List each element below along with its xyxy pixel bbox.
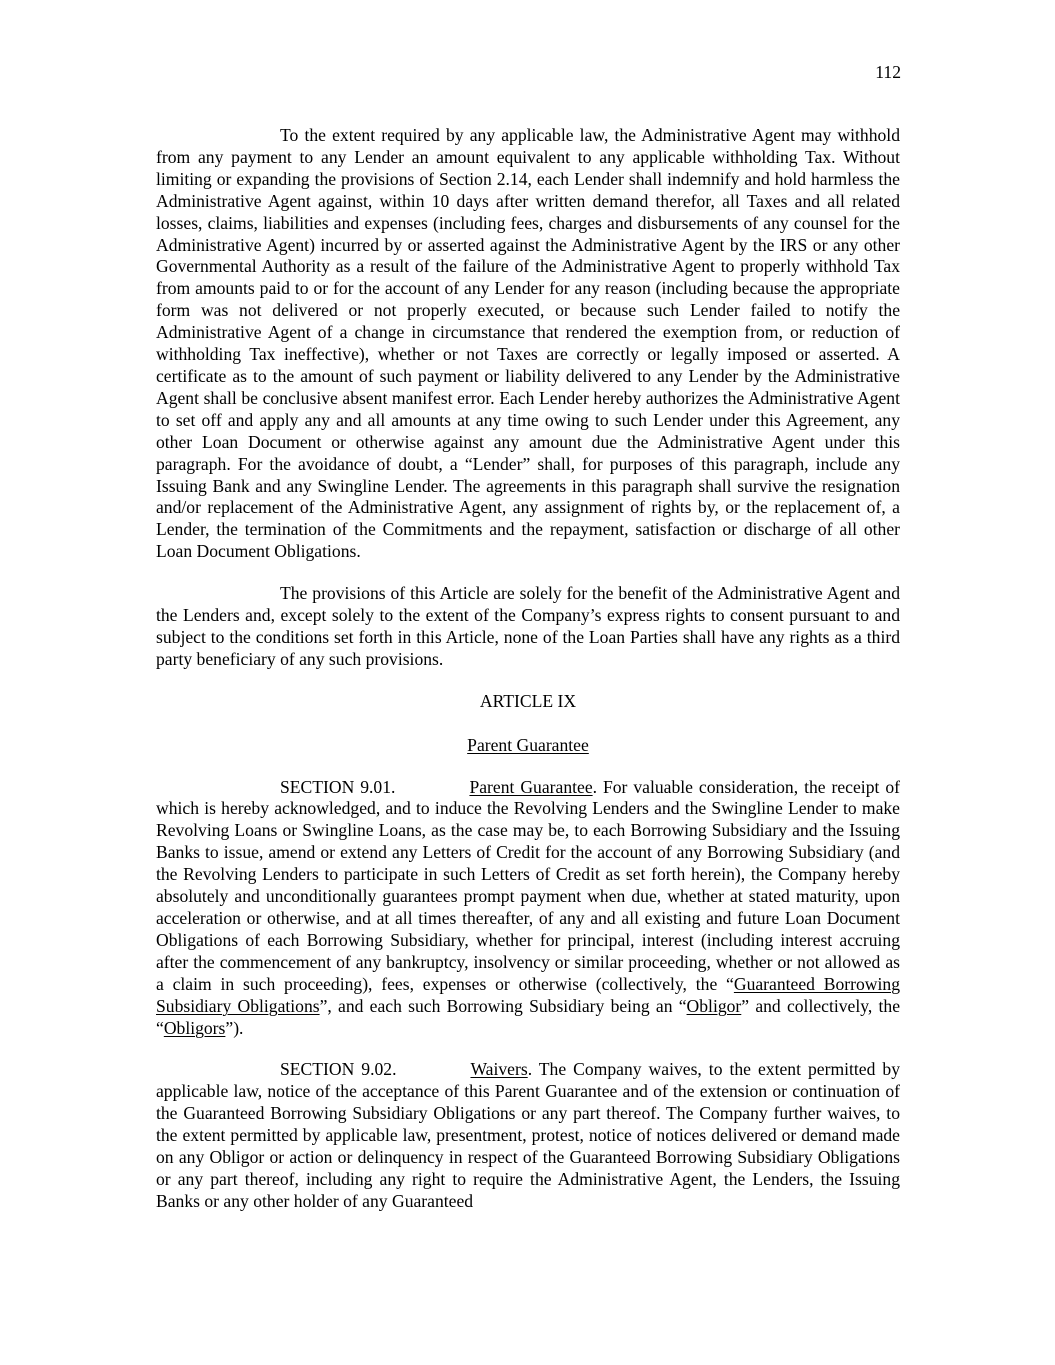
section-9-02-heading: Waivers bbox=[470, 1059, 528, 1080]
section-9-01-text-a: . For valuable consideration, the receipt of which is hereby acknowledged, and to induce the Revolving Lenders and the Swingline Lender to make Revolving Loans or Swingline Loans, as the case may be, to each Borrowing Subsidiary and the Issuing Banks to issue, amend or extend any Letters of Credit for the account of any Borrowing Subsidiary (and the Revolving Lenders to participate in such Letters of Credit as set forth herein), the Company hereby absolutely and unconditionally guarantees prompt payment when due, whether at stated maturity, upon acceleration or otherwise, and at all times thereafter, of any and all existing and future Loan Document Obligations of each Borrowing Subsidiary, whether for principal, interest (including interest accruing after the commencement of any bankruptcy, insolvency or similar proceeding, whether or not allowed as a claim in such proceeding), fees, expenses or otherwise (collectively, the “ bbox=[156, 776, 900, 994]
section-9-01 bbox=[156, 777, 900, 1040]
section-9-01-number: SECTION 9.01. bbox=[280, 776, 396, 797]
article-heading: ARTICLE IX bbox=[479, 690, 577, 711]
section-9-02-number: SECTION 9.02. bbox=[280, 1059, 397, 1080]
defined-term-obligor: Obligor bbox=[686, 995, 742, 1016]
section-9-02 bbox=[156, 1059, 900, 1212]
article-title-text: Parent Guarantee bbox=[467, 734, 589, 755]
section-9-01-text-b: ”, and each such Borrowing Subsidiary being an “ bbox=[319, 995, 687, 1016]
section-9-01-text-d: ”). bbox=[225, 1017, 244, 1038]
page-number: 112 bbox=[875, 62, 901, 82]
defined-term-obligors: Obligors bbox=[163, 1017, 226, 1038]
section-9-01-heading: Parent Guarantee bbox=[469, 776, 593, 797]
paragraph-third-party-beneficiary: The provisions of this Article are solely for the benefit of the Administrative Agent and the Lenders and, except solely to the extent of the Company’s express rights to consent pursuant to and subject to the conditions set forth in this Article, none of the Loan Parties shall have any rights as a third party beneficiary of any such provisions. bbox=[156, 583, 900, 669]
defined-term-guaranteed-obligations: Guaranteed Borrowing Subsidiary Obligations bbox=[156, 973, 900, 1016]
document-body bbox=[156, 125, 900, 1213]
article-title bbox=[156, 735, 900, 757]
section-9-01-text-c: ” and collectively, the “ bbox=[156, 995, 901, 1038]
paragraph-withholding-indemnity: To the extent required by any applicable law, the Administrative Agent may withhold from any payment to any Lender an amount equivalent to any applicable withholding Tax. Without limiting or expanding the provisions of Section 2.14, each Lender shall indemnify and hold harmless the Administrative Agent against, within 10 days after written demand therefor, all Taxes and all related losses, claims, liabilities and expenses (including fees, charges and disbursements of any counsel for the Administrative Agent) incurred by or asserted against the Administrative Agent by the IRS or any other Governmental Authority as a result of the failure of the Administrative Agent to properly withhold Tax from amounts paid to or for the account of any Lender for any reason (including because the appropriate form was not delivered or not properly executed, or because such Lender failed to notify the Administrative Agent of a change in circumstance that rendered the exemption from, or reduction of withholding Tax ineffective), whether or not Taxes are correctly or legally imposed or asserted. A certificate as to the amount of such payment or liability delivered to any Lender by the Administrative Agent shall be conclusive absent manifest error. Each Lender hereby authorizes the Administrative Agent to set off and apply any and all amounts at any time owing to such Lender under this Agreement, any other Loan Document or otherwise against any amount due the Administrative Agent under this paragraph. For the avoidance of doubt, a “Lender” shall, for purposes of this paragraph, include any Issuing Bank and any Swingline Lender. The agreements in this paragraph shall survive the resignation and/or replacement of the Administrative Agent, any assignment of rights by, or the replacement of, a Lender, the termination of the Commitments and the repayment, satisfaction or discharge of all other Loan Document Obligations. bbox=[156, 125, 900, 562]
section-9-02-text: . The Company waives, to the extent permitted by applicable law, notice of the acceptance of this Parent Guarantee and of the extension or continuation of the Guaranteed Borrowing Subsidiary Obligations or any part thereof. The Company further waives, to the extent permitted by applicable law, presentment, protest, notice of notices delivered or demand made on any Obligor or action or delinquency in respect of the Guaranteed Borrowing Subsidiary Obligations or any part thereof, including any right to require the Administrative Agent, the Lenders, the Issuing Banks or any other holder of any Guaranteed bbox=[156, 1059, 900, 1211]
